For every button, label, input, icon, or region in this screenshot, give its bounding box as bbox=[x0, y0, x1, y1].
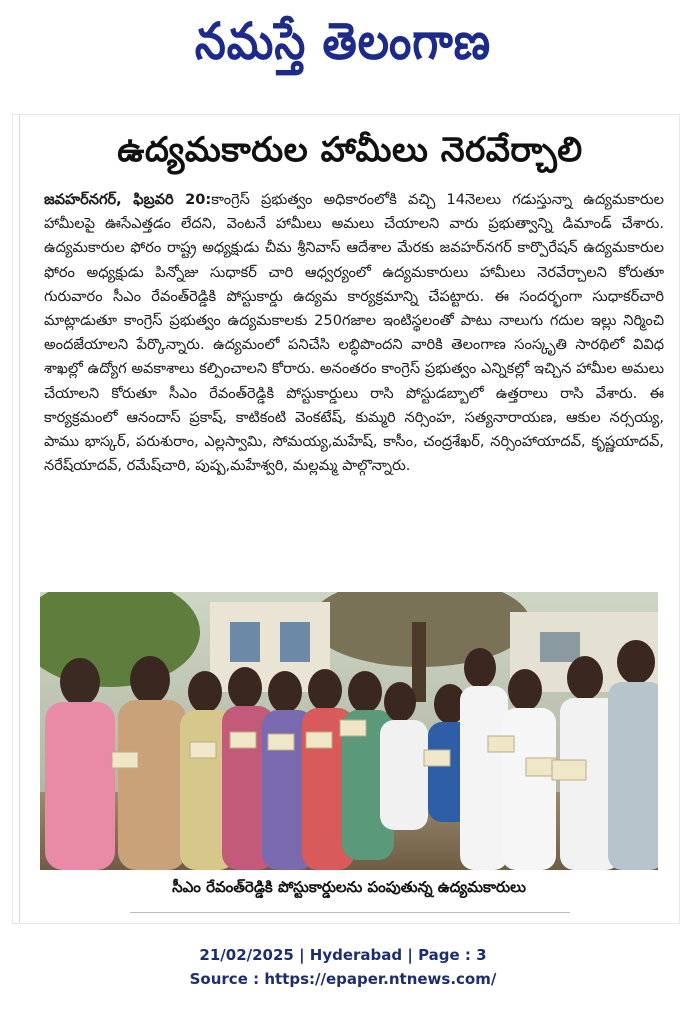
masthead bbox=[0, 0, 686, 96]
article-dateline: జవహర్‌నగర్, ఫిబ్రవరి 20: bbox=[44, 191, 212, 208]
source-link[interactable]: Source : https://epaper.ntnews.com/ bbox=[189, 970, 497, 988]
edition-info: 21/02/2025 | Hyderabad | Page : 3 bbox=[199, 946, 487, 964]
news-photo bbox=[40, 592, 658, 870]
column-divider bbox=[19, 115, 20, 923]
newspaper-logo: నమస్తే తెలంగాణ bbox=[194, 12, 492, 71]
article-text: కాంగ్రెస్ ప్రభుత్వం అధికారంలోకి వచ్చి 14నెలలు గడుస్తున్నా ఉద్యమకారుల హామీలపై ఊసేఎత్తడం లేదని, వెంటనే హామీలు అమలు చేయాలని వారు ప్రభుత్వాన్ని డిమాండ్ చేశారు. ఉద్యమకారుల ఫోరం రాష్ట్ర అధ్యక్షుడు చీమ శ్రీనివాస్ ఆదేశాల మేరకు జవహర్‌నగర్ కార్పొరేషన్ ఉద్యమకారుల ఫోరం అధ్యక్షుడు పిన్నోజు సుధాకర్ చారి ఆధ్వర్యంలో ఉద్యమకారులు హామీలు నెరవేర్చాలని కోరుతూ గురువారం సీఎం రేవంత్‌రెడ్డికి పోస్టుకార్డు ఉద్యమ కార్యక్రమాన్ని చేపట్టారు. ఈ సందర్భంగా సుధాకర్‌చారి మాట్లాడుతూ కాంగ్రెస్ ప్రభుత్వం ఉద్యమకాలకు 250గజాల ఇంటిస్థలంతో పాటు నాలుగు గదుల ఇల్లు నిర్మించి అందజేయాలని పేర్కొన్నారు. ఉద్యమంలో పనిచేసి లబ్ధిపొందని వారికి తెలంగాణ సంస్కృతి సారథిలో వివిధ శాఖల్లో ఉద్యోగ అవకాశాలు కల్పించాలని కోరారు. అనంతరం కాంగ్రెస్ ప్రభుత్వం ఎన్నికల్లో ఇచ్చిన హామీల అమలు చేయాలని కోరుతూ సీఎం రేవంత్‌రెడ్డికి పోస్టుకార్డులు రాసి పోస్టుడబ్బాలో ఉత్తరాలు రాసి వేశారు. ఈ కార్యక్రమంలో ఆనందాస్ ప్రకాష్, కాటికంటి వెంకటేష్, కుమ్మరి నర్సింహ, సత్యనారాయణ, ఆకుల నర్సయ్య, పాము భాస్కర్, పరుశురాం, ఎల్లస్వామి, సోమయ్య,మహేష్, కాసీం, చంద్రశేఖర్, నర్సింహాయాదవ్, కృష్ణయాదవ్, నరేష్‌యాదవ్, రమేష్‌చారి, పుష్ప,మహేశ్వరి, మల్లమ్మ పాల్గొన్నారు. bbox=[44, 191, 664, 475]
article-headline: ఉద్యమకారుల హామీలు నెరవేర్చాలి bbox=[117, 130, 583, 170]
group-photo-illustration bbox=[40, 592, 658, 870]
caption-underline bbox=[130, 912, 570, 913]
article-body bbox=[44, 188, 664, 478]
photo-caption: సీఎం రేవంత్‌రెడ్డికి పోస్టుకార్డులను పంపుతున్న ఉద్యమకారులు bbox=[172, 878, 526, 896]
